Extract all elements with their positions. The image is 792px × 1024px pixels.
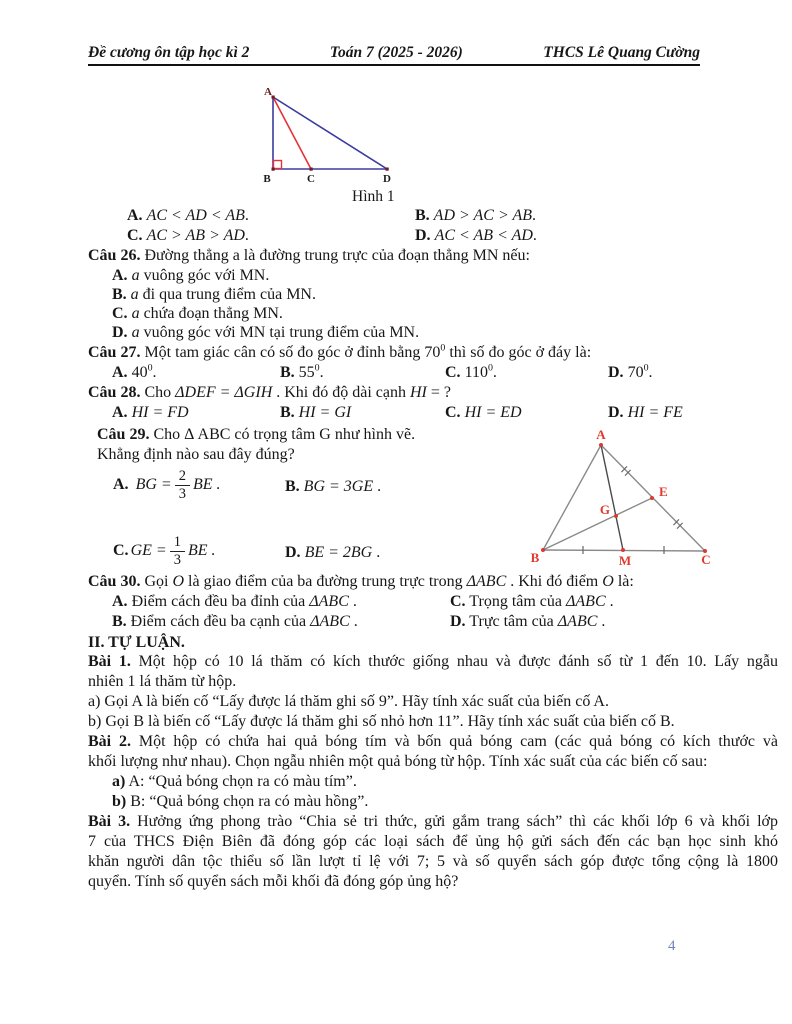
- vertex-label-D: D: [383, 173, 391, 185]
- vertex-label-G: G: [599, 502, 610, 517]
- fraction-denominator: 3: [173, 551, 181, 568]
- q28-option-b: B. HI = GI: [280, 404, 352, 421]
- q28-option-d: D. HI = FE: [608, 404, 683, 421]
- q29-option-a-label: A.: [113, 476, 129, 493]
- bai3-line2: 7 của THCS Điện Biên đã đóng góp các loại sách để ủng hộ gửi sách đến các bạn học sinh khó: [88, 833, 778, 850]
- bai3-line4: quyển. Tính số quyển sách mỗi khối đã đóng góp ủng hộ?: [88, 873, 459, 890]
- vertex-dot-D: [386, 168, 389, 171]
- page-number: 4: [668, 938, 676, 954]
- q29-option-a-pre: BG =: [135, 476, 172, 493]
- q27-option-a: A. $40^0$.: [112, 362, 157, 381]
- q29-title-line2: Khẳng định nào sau đây đúng?: [97, 446, 295, 463]
- right-angle-mark: [274, 161, 282, 169]
- bai3-line3: khăn người dân tộc thiểu số lần lượt tỉ lệ với 7; 5 và số quyển sách góp được tổng cộng là 1800: [88, 853, 778, 870]
- vertex-dot-B: [272, 168, 275, 171]
- q27-option-b: B. $55^0$.: [280, 362, 324, 381]
- vertex-label-M: M: [618, 553, 632, 568]
- q25-option-b: B. AD > AC > AB.: [415, 207, 537, 224]
- point-A: [599, 443, 603, 447]
- q29-option-c-label: C.: [113, 542, 129, 559]
- q30-option-c: C. Trọng tâm của ΔABC .: [450, 593, 614, 610]
- q26-title: Câu 26. Đường thẳng a là đường trung trực của đoạn thẳng MN nếu:: [88, 247, 530, 264]
- median-AM: [601, 445, 623, 550]
- q29-option-d: D. BE = 2BG .: [285, 544, 381, 561]
- point-E: [650, 496, 654, 500]
- q27-title: Câu 27. Một tam giác cân có số đo góc ở đỉnh bằng $70^0$ thì số đo góc ở đáy là:: [88, 342, 592, 361]
- bai1-part-b: b) Gọi B là biến cố “Lấy được lá thăm ghi số nhỏ hơn 11”. Hãy tính xác suất của biến cố B.: [88, 713, 675, 730]
- bai1-line2: nhiên 1 lá thăm từ hộp.: [88, 673, 237, 690]
- q28-option-a: A. HI = FD: [112, 404, 189, 421]
- header-center: Toán 7 (2025 - 2026): [329, 44, 463, 61]
- bai2-part-a: a) A: “Quả bóng chọn ra có màu tím”.: [112, 773, 357, 790]
- header-left: Đề cương ôn tập học kì 2: [88, 44, 250, 61]
- segment-AC: [273, 97, 311, 169]
- figure-1-caption: Hình 1: [352, 188, 395, 205]
- q27-option-d: D. $70^0$.: [608, 362, 653, 381]
- q29-option-c-post: BE .: [187, 542, 216, 559]
- q28-option-c: C. HI = ED: [445, 404, 522, 421]
- bai1-line1: Bài 1. Một hộp có 10 lá thăm có kích thước giống nhau và được đánh số từ 1 đến 10. Lấy ngẫu: [88, 653, 778, 670]
- q30-option-d: D. Trực tâm của ΔABC .: [450, 613, 606, 630]
- page-header: [88, 44, 700, 66]
- q29-option-c-pre: GE =: [130, 542, 167, 559]
- vertex-dot-C: [310, 168, 313, 171]
- bai3-line1: Bài 3. Hưởng ứng phong trào “Chia sẻ tri thức, gửi gắm trang sách” thì các khối lớp 6 và khối lớp: [88, 813, 778, 830]
- bai2-part-b: b) B: “Quả bóng chọn ra có màu hồng”.: [112, 793, 369, 810]
- median-BE: [543, 498, 652, 550]
- header-right: THCS Lê Quang Cường: [543, 44, 700, 61]
- q29-option-b: B. BG = 3GE .: [285, 478, 382, 495]
- q29-option-a: [113, 465, 220, 505]
- fraction-numerator: 1: [170, 534, 185, 552]
- point-B: [541, 548, 545, 552]
- fraction-numerator: 2: [175, 468, 190, 486]
- bai1-part-a: a) Gọi A là biến cố “Lấy được lá thăm ghi số 9”. Hãy tính xác suất của biến cố A.: [88, 693, 609, 710]
- q25-option-d: D. AC < AB < AD.: [415, 227, 537, 244]
- fraction: [170, 534, 185, 568]
- figure-1-triangle: [258, 86, 398, 186]
- q29-title-line1: Câu 29. Cho Δ ABC có trọng tâm G như hình vẽ.: [97, 426, 416, 443]
- figure-2-centroid-triangle: [525, 428, 715, 568]
- vertex-label-E: E: [659, 484, 668, 499]
- q29-option-c: [113, 531, 215, 571]
- q26-option-d: D. a vuông góc với MN tại trung điểm của MN.: [112, 324, 420, 341]
- vertex-label-A: A: [596, 428, 606, 442]
- vertex-label-C: C: [701, 552, 711, 567]
- section-2-heading: II. TỰ LUẬN.: [88, 634, 185, 651]
- q26-option-b: B. a đi qua trung điểm của MN.: [112, 286, 316, 303]
- vertex-label-A: A: [264, 86, 272, 98]
- q27-option-c: C. $110^0$.: [445, 362, 497, 381]
- q30-title: Câu 30. Gọi O là giao điểm của ba đường trung trực trong ΔABC . Khi đó điểm O là:: [88, 573, 634, 590]
- q30-option-a: A. Điểm cách đều ba đỉnh của ΔABC .: [112, 593, 357, 610]
- fraction-denominator: 3: [178, 485, 186, 502]
- segment-AB: [543, 445, 601, 550]
- point-G: [614, 514, 618, 518]
- segment-AD: [273, 97, 387, 169]
- q28-title: Câu 28. Cho ΔDEF = ΔGIH . Khi đó độ dài cạnh HI = ?: [88, 384, 452, 401]
- q26-option-c: C. a chứa đoạn thẳng MN.: [112, 305, 283, 322]
- vertex-label-B: B: [530, 550, 540, 565]
- point-M: [621, 548, 625, 552]
- q25-option-c: C. AC > AB > AD.: [127, 227, 249, 244]
- fraction: [175, 468, 190, 502]
- q26-option-a: A. a vuông góc với MN.: [112, 267, 270, 284]
- vertex-label-B: B: [263, 173, 271, 185]
- q30-option-b: B. Điểm cách đều ba cạnh của ΔABC .: [112, 613, 358, 630]
- bai2-line1: Bài 2. Một hộp có chứa hai quả bóng tím và bốn quả bóng cam (các quả bóng có kích thước và: [88, 733, 778, 750]
- bai2-line2: khối lượng như nhau). Chọn ngẫu nhiên một quả bóng từ hộp. Tính xác suất của các biến cố sau:: [88, 753, 708, 770]
- q29-option-a-post: BE .: [192, 476, 221, 493]
- q25-option-a: A. AC < AD < AB.: [127, 207, 249, 224]
- vertex-label-C: C: [307, 173, 315, 185]
